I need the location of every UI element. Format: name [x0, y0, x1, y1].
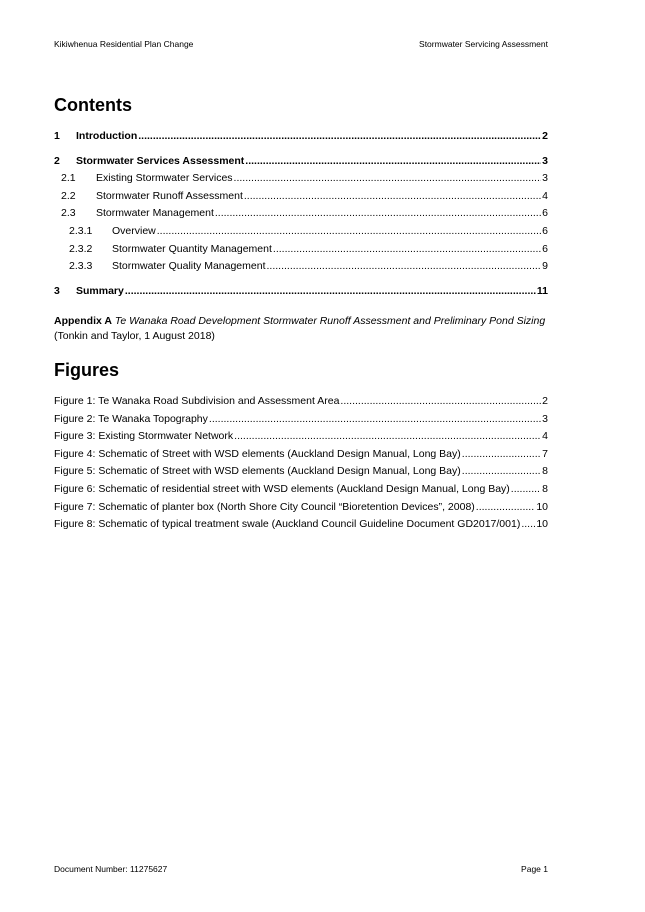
leader-dots	[521, 518, 535, 530]
leader-dots	[157, 225, 541, 237]
leader-dots	[511, 483, 541, 495]
figure-entry[interactable]	[54, 483, 548, 501]
leader-dots	[125, 285, 536, 297]
toc-entry-title: Introduction	[76, 130, 138, 142]
toc-entry-title: Overview	[112, 224, 156, 237]
appendix-source: (Tonkin and Taylor, 1 August 2018)	[54, 330, 215, 342]
leader-dots	[476, 501, 536, 513]
toc-entry-title: Stormwater Runoff Assessment	[96, 189, 243, 202]
figure-entry-title: Figure 4: Schematic of Street with WSD elements (Auckland Design Manual, Long Bay)	[54, 447, 461, 460]
toc-entry-stormwater-quality-management[interactable]	[54, 260, 548, 278]
toc-entry-number: 2	[54, 154, 60, 167]
contents-list	[54, 0, 548, 302]
toc-entry-number: 1	[54, 130, 60, 142]
toc-entry-number: 2.2	[61, 189, 76, 202]
figure-entry-page: 8	[542, 482, 548, 495]
footer-document-number: Document Number: 11275627	[54, 864, 168, 874]
figure-entry-page: 10	[536, 500, 548, 513]
toc-entry-number: 2.3	[61, 207, 76, 220]
figure-entry[interactable]	[54, 448, 548, 466]
toc-entry-number: 2.3.2	[69, 242, 93, 255]
footer-page-number: Page 1	[521, 864, 548, 874]
figure-entry-title: Figure 7: Schematic of planter box (North Shore City Council “Bioretention Devices”, 2008)	[54, 500, 475, 513]
leader-dots	[215, 207, 541, 219]
toc-entry-page: 3	[542, 154, 548, 167]
leader-dots	[245, 155, 541, 167]
toc-entry-page: 6	[542, 242, 548, 255]
figure-entry[interactable]	[54, 395, 548, 413]
contents-heading: Contents	[54, 95, 132, 115]
figure-entry-page: 4	[542, 430, 548, 443]
figure-entry-page: 2	[542, 395, 548, 407]
leader-dots	[209, 413, 541, 425]
toc-entry-summary[interactable]	[54, 285, 548, 303]
figure-entry-title: Figure 2: Te Wanaka Topography	[54, 412, 208, 425]
figure-entry-page: 3	[542, 412, 548, 425]
toc-entry-title: Stormwater Quality Management	[112, 260, 266, 273]
toc-entry-number: 2.1	[61, 172, 76, 185]
toc-entry-stormwater-management[interactable]	[54, 207, 548, 225]
appendix-label: Appendix A	[54, 315, 112, 327]
toc-entry-number: 2.3.1	[69, 224, 93, 237]
toc-entry-page: 6	[542, 224, 548, 237]
figure-entry-title: Figure 3: Existing Stormwater Network	[54, 430, 234, 443]
toc-entry-number: 2.3.3	[69, 260, 93, 273]
figure-entry[interactable]	[54, 465, 548, 483]
appendix-title: Te Wanaka Road Development Stormwater Runoff Assessment and Preliminary Pond Sizing	[114, 315, 546, 327]
figure-entry[interactable]	[54, 501, 548, 519]
leader-dots	[234, 172, 542, 184]
toc-entry-overview[interactable]	[54, 225, 548, 243]
header-left-text: Kikiwhenua Residential Plan Change	[54, 39, 194, 49]
toc-entry-stormwater-quantity-management[interactable]	[54, 243, 548, 261]
figures-heading: Figures	[54, 360, 120, 380]
toc-entry-title: Stormwater Management	[96, 207, 214, 220]
toc-entry-page: 2	[542, 130, 548, 142]
leader-dots	[244, 190, 541, 202]
toc-entry-title: Stormwater Services Assessment	[76, 154, 245, 167]
figure-entry-page: 10	[536, 518, 548, 531]
toc-entry-stormwater-services-assessment[interactable]	[54, 155, 548, 173]
toc-entry-title: Existing Stormwater Services	[96, 172, 233, 185]
toc-entry-existing-stormwater-services[interactable]	[54, 172, 548, 190]
figure-entry[interactable]	[54, 430, 548, 448]
leader-dots	[138, 130, 541, 142]
figure-entry[interactable]	[54, 413, 548, 431]
leader-dots	[266, 260, 541, 272]
header-right-text: Stormwater Servicing Assessment	[419, 39, 548, 49]
figure-entry-title: Figure 8: Schematic of typical treatment swale (Auckland Council Guideline Document GD2017/001)	[54, 518, 521, 531]
figure-entry-title: Figure 1: Te Wanaka Road Subdivision and Assessment Area	[54, 395, 340, 407]
figure-entry-page: 8	[542, 465, 548, 478]
toc-entry-page: 6	[542, 207, 548, 220]
toc-entry-title: Summary	[76, 284, 124, 297]
figure-entry-page: 7	[542, 447, 548, 460]
toc-entry-title: Stormwater Quantity Management	[112, 242, 272, 255]
leader-dots	[234, 430, 541, 442]
figure-entry[interactable]	[54, 518, 548, 536]
figure-entry-title: Figure 5: Schematic of Street with WSD elements (Auckland Design Manual, Long Bay)	[54, 465, 461, 478]
toc-entry-page: 3	[542, 172, 548, 185]
leader-dots	[462, 448, 541, 460]
toc-entry-page: 11	[536, 284, 548, 297]
leader-dots	[340, 395, 541, 407]
appendix-entry[interactable]	[54, 314, 591, 344]
toc-entry-number: 3	[54, 284, 60, 297]
toc-entry-page: 4	[542, 189, 548, 202]
toc-entry-stormwater-runoff-assessment[interactable]	[54, 190, 548, 208]
figures-list	[54, 395, 548, 536]
toc-entry-introduction[interactable]	[54, 130, 548, 148]
leader-dots	[273, 243, 541, 255]
figure-entry-title: Figure 6: Schematic of residential street with WSD elements (Auckland Design Manual, Long Bay)	[54, 482, 510, 495]
toc-entry-page: 9	[542, 260, 548, 273]
leader-dots	[462, 465, 541, 477]
